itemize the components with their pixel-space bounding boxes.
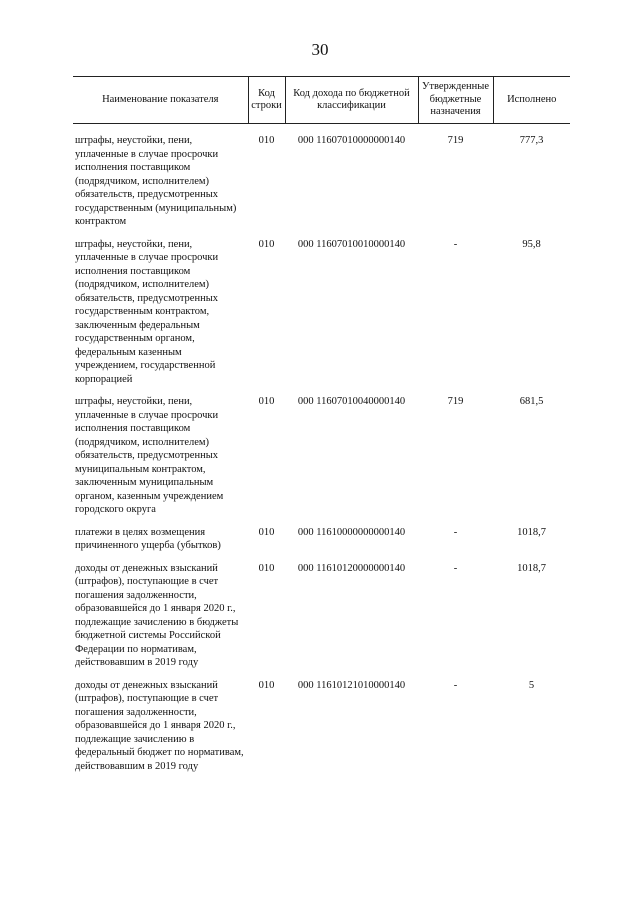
row-code: 010 <box>258 396 275 407</box>
row-kbk: 000 11607010040000140 <box>297 396 406 407</box>
row-name: платежи в целях возмещения причиненного ущерба (убытков) <box>75 526 221 551</box>
header-kbk: Код дохода по бюджетной классификации <box>285 77 418 124</box>
row-code: 010 <box>258 562 275 574</box>
row-kbk: 000 11607010000000140 <box>297 135 406 146</box>
row-approved: - <box>453 526 458 538</box>
row-name: штрафы, неустойки, пени, уплаченные в случае просрочки исполнения поставщиком (подрядчиком, исполнителем) обязательств, предусмотренных муниципальным контрактом, заключенным муниципальным органом, казенным учреждением городского округа <box>75 396 224 515</box>
table-row <box>73 124 570 238</box>
row-kbk: 000 11610000000000140 <box>297 526 406 538</box>
row-approved: - <box>453 238 458 250</box>
row-executed: 681,5 <box>519 396 544 407</box>
row-executed: 777,3 <box>519 135 544 146</box>
row-kbk: 000 11610121010000140 <box>297 679 406 691</box>
row-executed: 1018,7 <box>517 562 546 574</box>
header-code: Код строки <box>248 77 285 124</box>
row-approved: - <box>453 679 458 691</box>
row-approved: - <box>453 562 458 574</box>
row-executed: 95,8 <box>522 238 541 250</box>
table-row <box>73 238 570 396</box>
row-code: 010 <box>258 135 275 146</box>
row-executed: 1018,7 <box>517 526 546 538</box>
row-approved: 719 <box>447 396 464 407</box>
table-row <box>73 679 570 783</box>
row-executed: 5 <box>528 679 535 691</box>
table-row <box>73 395 570 526</box>
row-code: 010 <box>258 526 275 538</box>
page-number: 30 <box>311 40 329 59</box>
header-approved: Утвержденные бюджетные назначения <box>418 77 493 124</box>
row-approved: 719 <box>447 135 464 146</box>
table-row <box>73 562 570 679</box>
row-name: доходы от денежных взысканий (штрафов), поступающие в счет погашения задолженности, образовавшейся до 1 января 2020 г., подлежащие зачислению в бюджеты бюджетной системы Российской Федерации по нормативам, действовавшим в 2019 году <box>75 562 239 668</box>
table-body <box>73 124 570 783</box>
row-kbk: 000 11607010010000140 <box>297 238 406 250</box>
row-name: штрафы, неустойки, пени, уплаченные в случае просрочки исполнения поставщиком (подрядчиком, исполнителем) обязательств, предусмотренных государственным контрактом, заключенным федеральным государственным органом, федеральным казенным учреждением, государственной корпорацией <box>75 238 219 385</box>
revenue-table-container <box>73 76 570 782</box>
header-executed: Исполнено <box>493 77 570 124</box>
table-header <box>73 77 570 124</box>
row-code: 010 <box>258 679 275 691</box>
row-name: доходы от денежных взысканий (штрафов), поступающие в счет погашения задолженности, образовавшейся до 1 января 2020 г., подлежащие зачислению в федеральный бюджет по нормативам, действовавшим в 2019 году <box>75 679 244 772</box>
row-kbk: 000 11610120000000140 <box>297 562 406 574</box>
revenue-table <box>73 76 570 782</box>
table-row <box>73 526 570 562</box>
row-code: 010 <box>258 238 275 250</box>
row-name: штрафы, неустойки, пени, уплаченные в случае просрочки исполнения поставщиком (подрядчиком, исполнителем) обязательств, предусмотренных государственным (муниципальным) контрактом <box>75 135 237 227</box>
header-name: Наименование показателя <box>73 77 248 124</box>
